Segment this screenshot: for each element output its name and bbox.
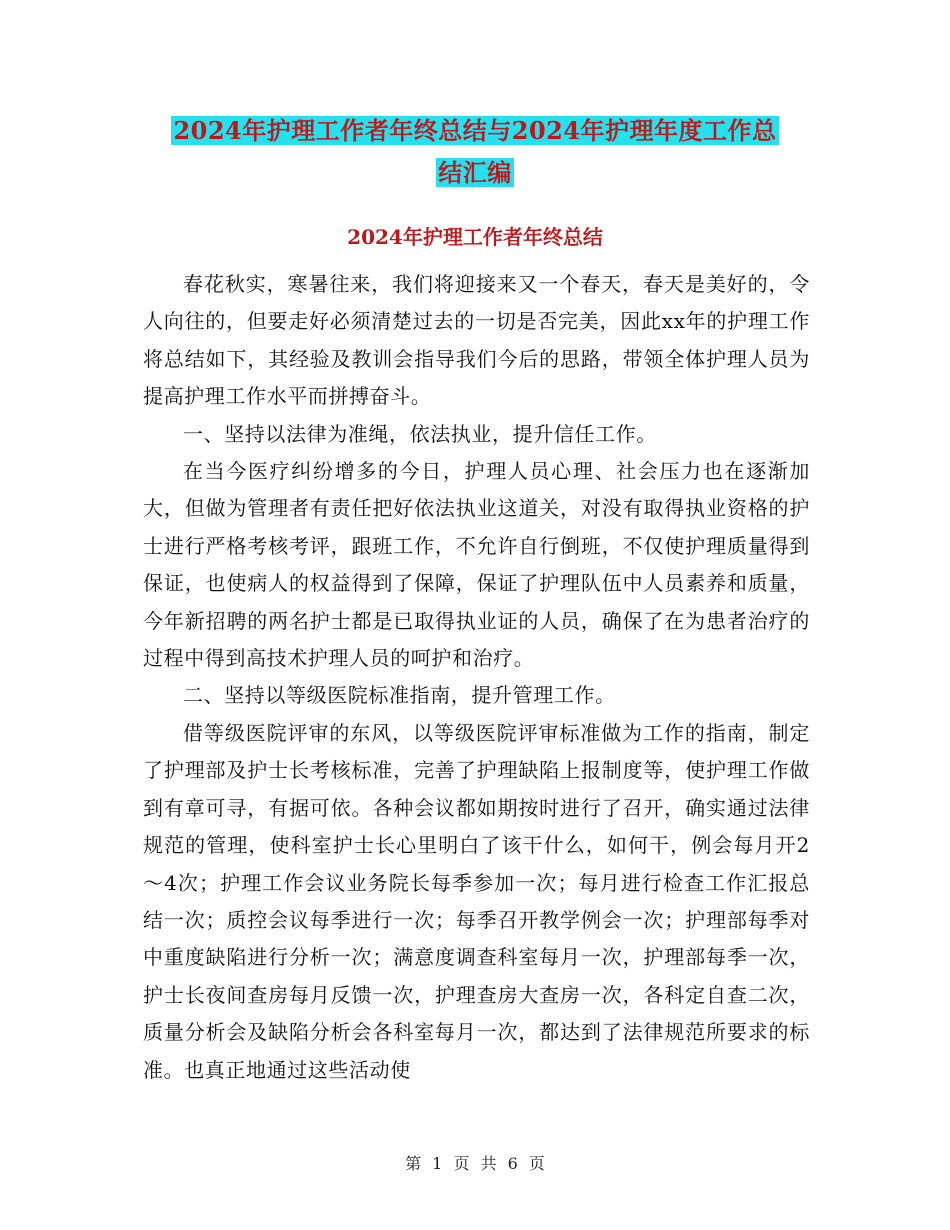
title-line-1: 2024年护理工作者年终总结与2024年护理年度工作总 [173, 116, 777, 145]
paragraph-heading-1: 一、坚持以法律为准绳，依法执业，提升信任工作。 [183, 421, 657, 446]
title-line-2: 结汇编 [438, 158, 512, 187]
body-text [143, 266, 810, 1089]
section-title: 2024年护理工作者年终总结 [347, 225, 603, 249]
paragraph-heading-2: 二、坚持以等级医院标准指南，提升管理工作。 [183, 683, 616, 708]
page-footer: 第 1 页 共 6 页 [405, 1154, 545, 1173]
document-title [140, 110, 810, 194]
paragraph-body-1: 在当今医疗纠纷增多的今日，护理人员心理、社会压力也在逐渐加大，但做为管理者有责任把好依法执业这道关，对没有取得执业资格的护士进行严格考核考评，跟班工作，不允许自行倒班，不仅使护理质量得到保证，也使病人的权益得到了保障，保证了护理队伍中人员素养和质量，今年新招聘的两名护士都是已取得执业证的人员，确保了在为患者治疗的过程中得到高技术护理人员的呵护和治疗。 [143, 459, 810, 671]
paragraph-intro: 春花秋实，寒暑往来，我们将迎接来又一个春天，春天是美好的，令人向往的，但要走好必须清楚过去的一切是否完美，因此xx年的护理工作将总结如下，其经验及教训会指导我们今后的思路，带领全体护理人员为提高护理工作水平而拼搏奋斗。 [143, 272, 810, 409]
paragraph-body-2: 借等级医院评审的东风，以等级医院评审标准做为工作的指南，制定了护理部及护士长考核标准，完善了护理缺陷上报制度等，使护理工作做到有章可寻，有据可依。各种会议都如期按时进行了召开，确实通过法律规范的管理，使科室护士长心里明白了该干什么，如何干，例会每月开2～4次；护理工作会议业务院长每季参加一次；每月进行检查工作汇报总结一次；质控会议每季进行一次；每季召开教学例会一次；护理部每季对中重度缺陷进行分析一次；满意度调查科室每月一次，护理部每季一次，护士长夜间查房每月反馈一次，护理查房大查房一次，各科定自查二次，质量分析会及缺陷分析会各科室每月一次，都达到了法律规范所要求的标准。也真正地通过这些活动使 [143, 720, 810, 1082]
